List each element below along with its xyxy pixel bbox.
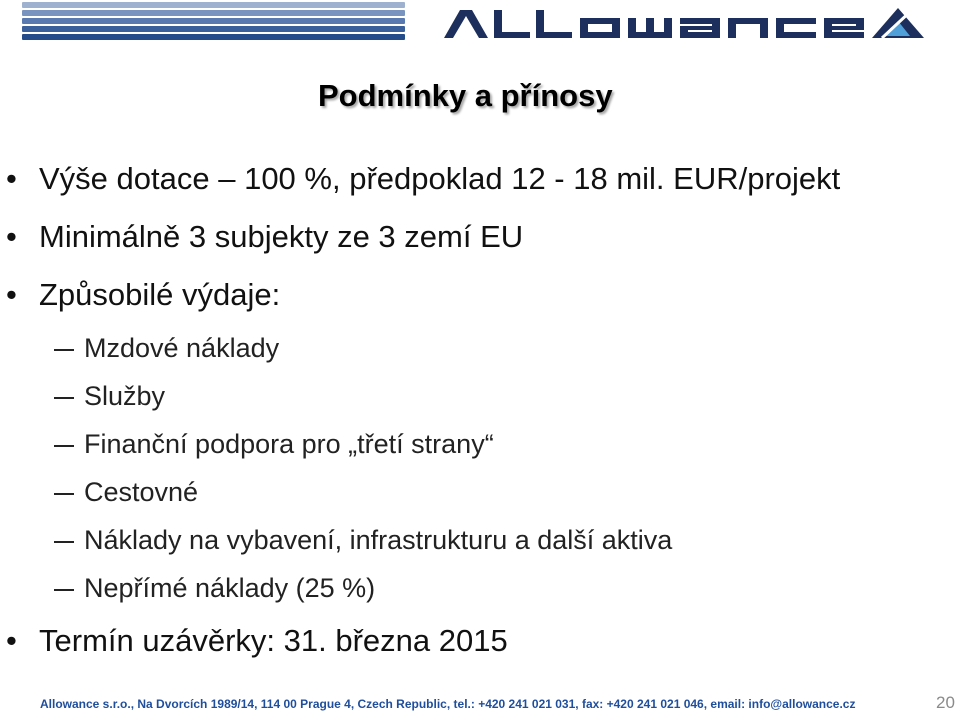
stripe [22,2,405,8]
bullet-partners: • Minimálně 3 subjekty ze 3 zemí EU [39,219,523,255]
stripe [22,34,405,40]
stripe [22,10,405,16]
sub-item-equipment: Náklady na vybavení, infrastrukturu a další aktiva [84,525,673,555]
header-stripes [22,2,405,42]
bullet-eligible-costs: • Způsobilé výdaje: [39,277,280,313]
stripe [22,18,405,24]
footer-contact: Allowance s.r.o., Na Dvorcích 1989/14, 114 00 Prague 4, Czech Republic, tel.: +420 241 021 031, fax: +420 241 021 046, email: info@allowance.cz [40,697,856,711]
sub-item-indirect-costs: Nepřímé náklady (25 %) [84,573,376,603]
stripe [22,26,405,32]
bullet-funding: • Výše dotace – 100 %, předpoklad 12 - 18 mil. EUR/projekt [39,161,840,197]
page-number: 20 [936,693,955,712]
sub-item-services: Služby [84,381,166,411]
bullet-deadline: • Termín uzávěrky: 31. března 2015 [39,623,508,659]
allowance-logo [442,6,930,40]
sub-item-third-party-support: Finanční podpora pro „třetí strany“ [84,429,494,459]
slide-title: Podmínky a přínosy [318,78,613,113]
sub-item-wages: Mzdové náklady [84,333,280,363]
sub-item-travel: Cestovné [84,477,199,507]
